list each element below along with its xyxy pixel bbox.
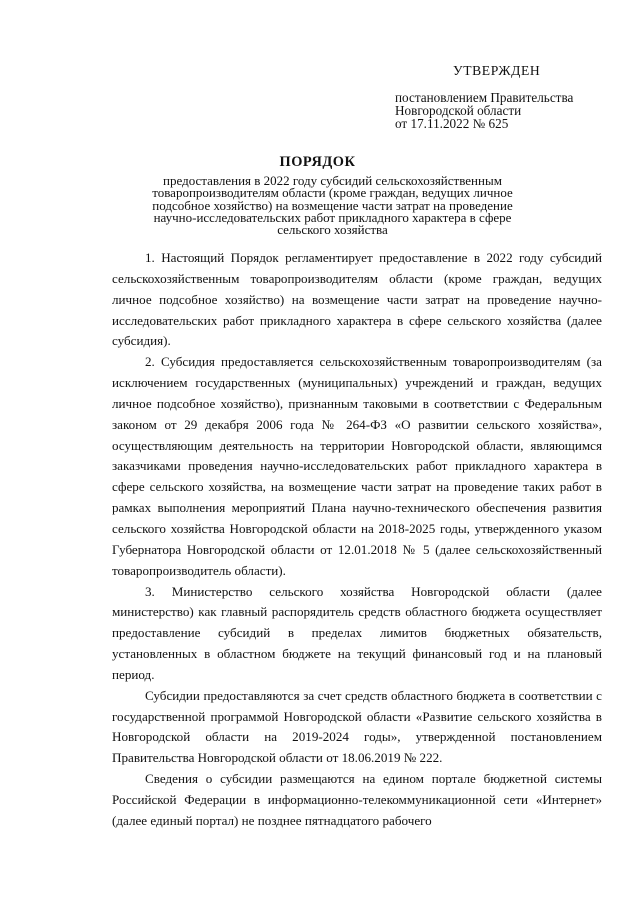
approval-line-1: постановлением Правительства xyxy=(395,90,574,105)
document-body xyxy=(112,248,602,832)
document-title: ПОРЯДОК xyxy=(279,154,356,170)
approval-line-2: Новгородской области xyxy=(395,103,522,118)
paragraph-4: Субсидии предоставляются за счет средств областного бюджета в соответствии с государственной программой Новгородской области «Развитие сельского хозяйства в Новгородской области на 2019-2024 годы», утвержденной постановлением Правительства Новгородской области от 18.06.2019 № 222. xyxy=(112,687,602,766)
approval-stamp xyxy=(395,64,630,130)
approval-line-3: от 17.11.2022 № 625 xyxy=(395,116,509,131)
approved-heading: УТВЕРЖДЕН xyxy=(453,63,541,78)
paragraph-5: Сведения о субсидии размещаются на едином портале бюджетной системы Российской Федерации в информационно-телекоммуникационной сети «Интернет» (далее единый портал) не позднее пятнадцатого рабочего xyxy=(112,771,602,828)
paragraph-3: 3. Министерство сельского хозяйства Новгородской области (далее министерство) как главный распорядитель средств областного бюджета осуществляет предоставление субсидий в пределах лимитов бюджетных обязательств, установленных в областном бюджете на текущий финансовый год и на плановый период. xyxy=(112,583,602,682)
paragraph-2: 2. Субсидия предоставляется сельскохозяйственным товаропроизводителям (за исключением государственных (муниципальных) учреждений и граждан, ведущих личное подсобное хозяйство), признанным таковыми в соответствии с Федеральным законом от 29 декабря 2006 года № 264-ФЗ «О развитии сельского хозяйства», осуществляющим деятельность на территории Новгородской области, являющимся заказчиками проведения научно-исследовательских работ прикладного характера в сфере сельского хозяйства, на возмещение части затрат на проведение таких работ в рамках выполнения мероприятий Плана научно-технического обеспечения развития сельского хозяйства Новгородской области на 2018-2025 годы, утвержденного указом Губернатора Новгородской области от 12.01.2018 № 5 (далее сельскохозяйственный товаропроизводитель области). xyxy=(112,354,602,578)
paragraph-1: 1. Настоящий Порядок регламентирует предоставление в 2022 году субсидий сельскохозяйственным товаропроизводителям области (кроме граждан, ведущих личное подсобное хозяйство) на возмещение части затрат на проведение научно-исследовательских работ прикладного характера в сфере сельского хозяйства (далее субсидия). xyxy=(112,250,602,349)
document-subtitle: предоставления в 2022 году субсидий сельскохозяйственным товаропроизводителям области (кроме граждан, ведущих личное подсобное хозяйство) на возмещение части затрат на проведение научно-исследовательских работ прикладного характера в сфере сельского хозяйства xyxy=(152,173,513,238)
